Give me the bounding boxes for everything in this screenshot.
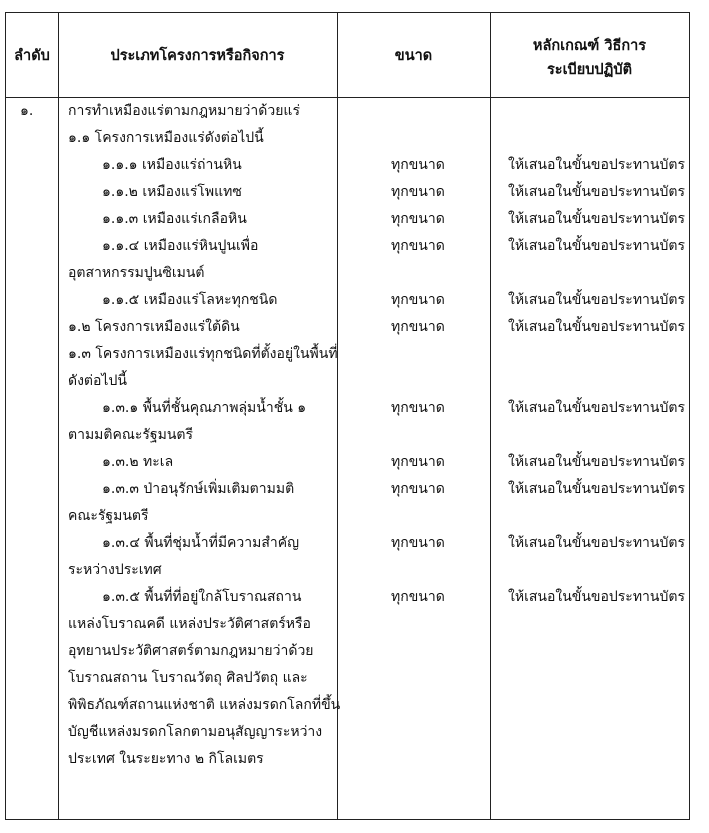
criteria-cell: ให้เสนอในขั้นขอประทานบัตร: [508, 481, 685, 497]
line-text: ๑.๒ โครงการเหมืองแร่ใต้ดิน: [68, 319, 240, 335]
header-criteria-line2: ระเบียบปฏิบัติ: [547, 62, 632, 78]
line-text: ๑.๑.๒ เหมืองแร่โพแทซ: [102, 184, 242, 200]
row-number: ๑.: [20, 103, 34, 119]
criteria-cell: ให้เสนอในขั้นขอประทานบัตร: [508, 238, 685, 254]
line-text: อุทยานประวัติศาสตร์ตามกฎหมายว่าด้วย: [68, 643, 314, 659]
criteria-cell: ให้เสนอในขั้นขอประทานบัตร: [508, 535, 685, 551]
size-cell: ทุกขนาด: [391, 184, 445, 200]
line-text: ๑.๓ โครงการเหมืองแร่ทุกชนิดที่ตั้งอยู่ในพื้นที่: [68, 346, 338, 362]
line-text: การทำเหมืองแร่ตามกฎหมายว่าด้วยแร่: [68, 103, 300, 119]
criteria-cell: ให้เสนอในขั้นขอประทานบัตร: [508, 589, 685, 605]
eia-project-table: [5, 12, 690, 820]
line-text: ๑.๑ โครงการเหมืองแร่ดังต่อไปนี้: [68, 130, 264, 146]
line-text: ๑.๓.๑ พื้นที่ชั้นคุณภาพลุ่มน้ำชั้น ๑: [102, 400, 307, 416]
line-text: ๑.๑.๓ เหมืองแร่เกลือหิน: [102, 211, 247, 227]
line-text: โบราณสถาน โบราณวัตถุ ศิลปวัตถุ และ: [68, 670, 308, 686]
line-text: อุตสาหกรรมปูนซิเมนต์: [68, 265, 205, 281]
line-text: ระหว่างประเทศ: [68, 562, 162, 578]
size-cell: ทุกขนาด: [391, 238, 445, 254]
size-cell: ทุกขนาด: [391, 400, 445, 416]
header-divider: [6, 97, 689, 98]
header-project-type: ประเภทโครงการหรือกิจการ: [110, 48, 285, 64]
line-text: แหล่งโบราณคดี แหล่งประวัติศาสตร์หรือ: [68, 616, 311, 632]
line-text: ๑.๓.๕ พื้นที่ที่อยู่ใกล้โบราณสถาน: [102, 589, 302, 605]
size-cell: ทุกขนาด: [391, 454, 445, 470]
criteria-cell: ให้เสนอในขั้นขอประทานบัตร: [508, 157, 685, 173]
line-text: ๑.๓.๒ ทะเล: [102, 454, 174, 470]
line-text: คณะรัฐมนตรี: [68, 508, 149, 524]
size-cell: ทุกขนาด: [391, 292, 445, 308]
line-text: ๑.๑.๔ เหมืองแร่หินปูนเพื่อ: [102, 238, 259, 254]
size-cell: ทุกขนาด: [391, 535, 445, 551]
header-no: ลำดับ: [14, 48, 50, 64]
column-divider: [490, 13, 491, 819]
criteria-cell: ให้เสนอในขั้นขอประทานบัตร: [508, 400, 685, 416]
size-cell: ทุกขนาด: [391, 481, 445, 497]
line-text: ประเทศ ในระยะทาง ๒ กิโลเมตร: [68, 751, 264, 767]
header-size: ขนาด: [394, 48, 433, 64]
line-text: ดังต่อไปนี้: [68, 373, 127, 389]
criteria-cell: ให้เสนอในขั้นขอประทานบัตร: [508, 292, 685, 308]
criteria-cell: ให้เสนอในขั้นขอประทานบัตร: [508, 319, 685, 335]
line-text: ๑.๓.๔ พื้นที่ชุ่มน้ำที่มีความสำคัญ: [102, 535, 300, 551]
column-divider: [58, 13, 59, 819]
size-cell: ทุกขนาด: [391, 319, 445, 335]
line-text: ๑.๑.๑ เหมืองแร่ถ่านหิน: [102, 157, 242, 173]
size-cell: ทุกขนาด: [391, 589, 445, 605]
criteria-cell: ให้เสนอในขั้นขอประทานบัตร: [508, 454, 685, 470]
size-cell: ทุกขนาด: [391, 211, 445, 227]
header-criteria-line1: หลักเกณฑ์ วิธีการ: [532, 38, 647, 54]
line-text: ๑.๓.๓ ป่าอนุรักษ์เพิ่มเติมตามมติ: [102, 481, 295, 497]
size-cell: ทุกขนาด: [391, 157, 445, 173]
line-text: บัญชีแหล่งมรดกโลกตามอนุสัญญาระหว่าง: [68, 724, 323, 740]
line-text: ๑.๑.๕ เหมืองแร่โลหะทุกชนิด: [102, 292, 278, 308]
criteria-cell: ให้เสนอในขั้นขอประทานบัตร: [508, 184, 685, 200]
line-text: ตามมติคณะรัฐมนตรี: [68, 427, 194, 443]
line-text: พิพิธภัณฑ์สถานแห่งชาติ แหล่งมรดกโลกที่ขึ้น: [68, 697, 341, 713]
criteria-cell: ให้เสนอในขั้นขอประทานบัตร: [508, 211, 685, 227]
